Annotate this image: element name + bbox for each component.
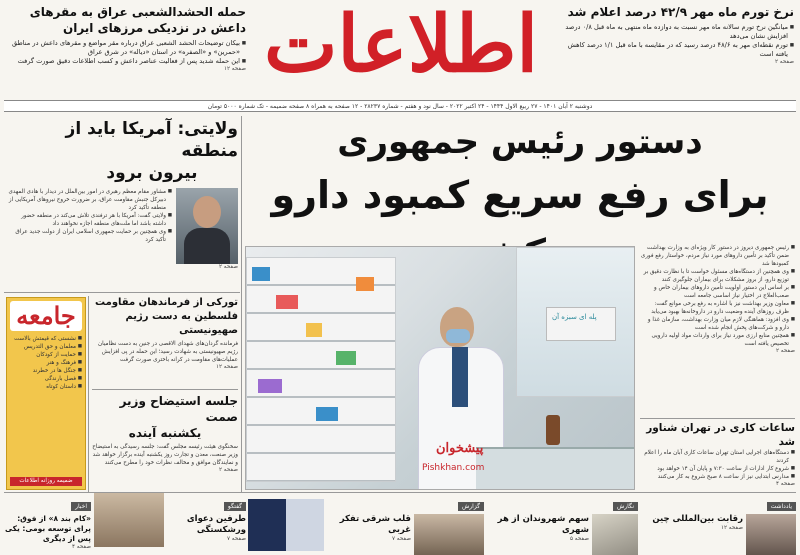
top-left-bullet: ■ بیکان توضیحات الحشد الشعبی عراق درباره مقر مواضع و مقرهای داعش در مناطق «حمرین» و «الصفره» در استان «دیاله» در شرق عراق (6, 39, 246, 57)
jameh-item: ■ داستان کوتاه (10, 383, 82, 391)
impeachment-headline-1: جلسه استیضاح وزیر صمت (119, 394, 238, 424)
velayati-ref: صفحه ۲ (219, 264, 238, 270)
strip-photo (592, 514, 638, 555)
jameh-item: ■ نشستی که قیمتش بالاست (10, 335, 82, 343)
strip-item-news (4, 493, 164, 553)
work-hours-story (640, 421, 795, 491)
strip-item-portraits (248, 493, 328, 553)
strip-item-report (330, 493, 484, 553)
watermark-en: Pishkhan.com (422, 463, 485, 473)
jameh-item: ■ فرهنگ و هنر (10, 359, 82, 367)
work-hours-ref: صفحه ۴ (776, 481, 795, 487)
strip-item-interview (168, 493, 246, 553)
top-right-ref: صفحه ۲ (775, 59, 794, 65)
strip-title: قلب شرقی تفکر غربی (339, 514, 411, 535)
pharmacy-photo (245, 246, 635, 490)
top-left-ref: صفحه ۱۲ (224, 66, 246, 72)
main-body-para: ■ همچنین منابع ارزی مورد نیاز برای واردات مواد اولیه دارویی تخصیص یافته است (640, 332, 795, 348)
main-ref: صفحه ۲ (776, 348, 795, 354)
velayati-headline-1: ولایتی: آمریکا باید از منطقه (65, 119, 238, 161)
strip-title: طرفین دعوای ورشکستگی (186, 514, 246, 535)
top-right-story (562, 4, 794, 96)
masthead (262, 2, 540, 94)
impeachment-headline-2: یکشنبه آینده (128, 426, 202, 440)
velayati-bullet: ■ مشاور مقام معظم رهبری در امور بین‌الملل در دیدار با هادی المهدی دبیرکل جنبش مقاومت عراق، بر ضرورت خروج نیروهای آمریکایی از منطقه تأکید کرد (6, 188, 172, 212)
work-hours-headline: ساعات کاری در تهران شناور شد (646, 422, 795, 448)
strip-label: اخبار (71, 502, 91, 511)
velayati-photo (176, 188, 238, 264)
strip-photo (746, 514, 796, 555)
main-headline-line2: برای رفع سریع کمبود دارو (271, 173, 769, 217)
velayati-bullet: ■ ولایتی گفت: آمریکا با هر ترفندی تلاش می‌کند در منطقه حضور داشته باشد اما ملت‌های منطقه اجازه نخواهند داد (6, 212, 172, 228)
top-right-headline: نرخ تورم ماه مهر ۴۲/۹ درصد اعلام شد (567, 5, 794, 19)
top-right-bullet: ■ تورم نقطه‌ای مهر به ۴۸/۶ درصد رسید که در مقایسه با ماه قبل ۱/۱ درصد کاهش یافته است (562, 41, 794, 59)
strip-label: گزارش (458, 502, 484, 511)
jameh-footer: ضمیمه روزانه اطلاعات (10, 477, 82, 486)
work-hours-bullet: ■ شروع کار ادارات از ساعت ۷:۳۰ و پایان آن ۱۴ خواهد بود (640, 465, 795, 473)
impeachment-text: سخنگوی هیئت رئیسه مجلس گفت: جلسه رسیدگی به استیضاح وزیر صنعت، معدن و تجارت روز یکشنبه آینده برگزار خواهد شد و نمایندگان موافق و مخالف نظرات خود را مطرح می‌کنند (92, 444, 238, 466)
top-left-story (6, 4, 246, 96)
strip-photo (94, 493, 164, 547)
main-headline-line1: دستور رئیس جمهوری (337, 122, 703, 162)
strip-title: «کام بند ۸» از فوق: پرای توسعه بومی: یکی پس از دیگری (5, 514, 91, 543)
strip-title: رقابت بین‌المللی چین (652, 514, 743, 524)
velayati-bullet: ■ وی همچنین بر حمایت جمهوری اسلامی ایران از دولت جدید عراق تأکید کرد (6, 228, 172, 244)
strip-label: نگارش (613, 502, 638, 511)
strip-ref: صفحه ۷ (227, 536, 246, 542)
strip-item-citizens (488, 493, 638, 553)
impeachment-story (92, 393, 238, 491)
strip-photo (248, 499, 324, 551)
main-body-para: ■ وی افزود: هماهنگی لازم میان وزارت بهداشت، سازمان غذا و دارو و شرکت‌های پخش انجام شده است (640, 316, 795, 332)
velayati-story (6, 118, 238, 290)
top-left-bullet: ■ این حمله شدید پس از فعالیت عناصر داعش و کسب اطلاعات دقیق صورت گرفت (6, 57, 246, 66)
watermark-fa: پیشخوان (436, 441, 484, 456)
work-hours-bullet: ■ دستگاه‌های اجرایی استان تهران ساعات کاری آبان ماه را اعلام کردند (640, 449, 795, 465)
top-left-headline: حمله الحشدالشعبی عراق به مقرهای داعش در نزدیکی مرزهای ایران (29, 5, 246, 35)
main-body-para: ■ رئیس جمهوری دیروز در دستور کار ویژه‌ای به وزارت بهداشت ضمن تأکید بر تأمین داروهای مورد نیاز مردم، خواستار رفع فوری کمبودها شد (640, 244, 795, 268)
top-right-bullet: ■ میانگین نرخ تورم سالانه ماه مهر نسبت به دوازده ماه منتهی به ماه قبل ۰/۸ درصد افزایش نشان می‌دهد (562, 23, 794, 41)
strip-label: گفتگو (224, 502, 246, 511)
velayati-headline-2: بیرون برود (106, 163, 198, 183)
impeachment-ref: صفحه ۲ (219, 467, 238, 473)
strip-ref: صفحه ۱۲ (721, 525, 743, 531)
strip-item-note (642, 493, 796, 553)
main-body-para: ■ معاون وزیر بهداشت نیز با اشاره به رفع برخی موانع گفت: ظرف روزهای آینده وضعیت دارو در داروخانه‌ها بهبود می‌یابد (640, 300, 795, 316)
strip-photo (414, 514, 484, 555)
turki-headline-1: تورکی از فرماندهان مقاومت (95, 297, 238, 308)
strip-title: سهم شهروندان از هر شهری (497, 514, 589, 535)
main-body-para: ■ وی همچنین از دستگاه‌های مسئول خواست تا با نظارت دقیق بر توزیع دارو، از بروز مشکلات برای بیماران جلوگیری کنند (640, 268, 795, 284)
turki-text: فرمانده گردان‌های شهدای الاقصی در جنین به دست نظامیان رژیم صهیونیستی به شهادت رسید؛ این حمله در پی افزایش عملیات‌های مقاومت در کرانه باختری صورت گرفت (98, 341, 238, 363)
main-body-para: ■ بر اساس این دستور اولویت تأمین داروهای بیماران خاص و صعب‌العلاج در اختیار نیاز اساسی جامعه است (640, 284, 795, 300)
turki-headline-2: فلسطین به دست رژیم صهیونیستی (125, 311, 238, 336)
strip-ref: صفحه ۵ (570, 536, 589, 542)
strip-ref: صفحه ۷ (392, 536, 411, 542)
turki-ref: صفحه ۱۲ (216, 364, 238, 370)
jameh-item: ■ حمایت از کودکان (10, 351, 82, 359)
turki-story (92, 296, 238, 386)
jameh-box (6, 297, 86, 490)
dateline: دوشنبه ۲ آبان ۱۴۰۱ - ۲۷ ربیع الاول ۱۴۴۴ - ۲۴ اکتبر ۲۰۲۲ - سال نود و هفتم - شماره ۲۸۲۳۷ - ۱۲ صفحه به همراه ۸ صفحه ضمیمه - تک شماره ۵۰۰۰ تومان (4, 100, 796, 112)
main-body (640, 244, 795, 416)
main-headline (246, 118, 794, 242)
jameh-item: ■ جنگل ها در خطرند (10, 367, 82, 375)
jameh-item: ■ معلمان و حق التدریس (10, 343, 82, 351)
jameh-logo: جامعه (10, 301, 82, 331)
masthead-title: اطلاعات (263, 0, 539, 90)
store-sign: پله ای سبزه آن (552, 313, 597, 321)
work-hours-bullet: ■ مدارس ابتدایی نیز از ساعت ۸ صبح شروع به کار می‌کنند (640, 473, 795, 481)
strip-ref: صفحه ۴ (72, 544, 91, 550)
strip-label: یادداشت (767, 502, 796, 511)
jameh-item: ■ فصل بارندگی (10, 375, 82, 383)
